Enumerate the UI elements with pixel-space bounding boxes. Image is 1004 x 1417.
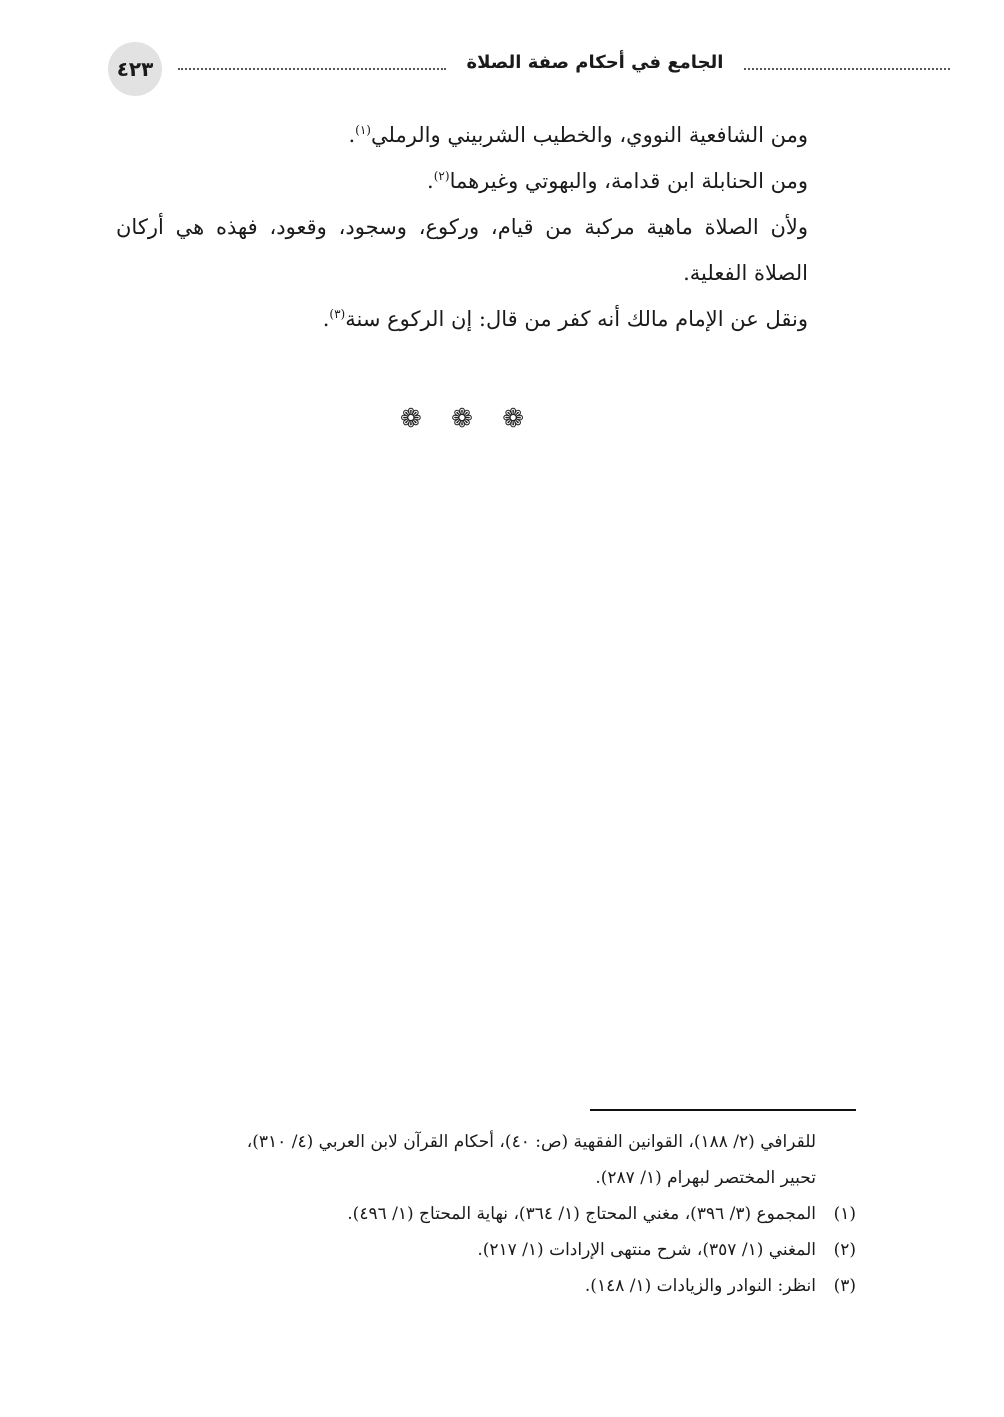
paragraph-text: ونقل عن الإمام مالك أنه كفر من قال: إن الركوع سنة (345, 307, 808, 331)
section-end-ornament (400, 404, 524, 434)
flower-ornament-icon: ❁ (502, 404, 524, 434)
paragraph-shafii (116, 112, 856, 158)
header-dotted-leader-left (178, 68, 446, 70)
paragraph-text: ولأن الصلاة ماهية مركبة من قيام، وركوع، وسجود، وقعود، فهذه هي أركان الصلاة الفعلية. (116, 215, 808, 285)
paragraph-punct: . (348, 123, 356, 147)
running-title: الجامع في أحكام صفة الصلاة (466, 52, 724, 73)
footnotes (116, 1124, 856, 1304)
footnote-text: انظر: النوادر والزيادات (١/ ١٤٨). (584, 1276, 816, 1296)
footnote-text: المغني (١/ ٣٥٧)، شرح منتهى الإرادات (١/ ٢١٧). (477, 1240, 816, 1260)
footnote-continuation: للقرافي (٢/ ١٨٨)، القوانين الفقهية (ص: ٤٠)، أحكام القرآن لابن العربي (٤/ ٣١٠)، (246, 1132, 816, 1152)
footnote-number: (١) (833, 1204, 856, 1224)
paragraph-punct: . (427, 169, 434, 193)
main-text (116, 112, 856, 342)
footnote-separator (590, 1109, 856, 1111)
paragraph-malik (116, 296, 856, 342)
flower-ornament-icon: ❁ (451, 404, 473, 434)
footnote-ref-2[interactable]: (٢) (433, 169, 450, 183)
footnote-number: (٢) (833, 1240, 856, 1260)
flower-ornament-icon: ❁ (400, 404, 422, 434)
footnote-3 (116, 1268, 856, 1304)
footnote-number: (٣) (833, 1276, 856, 1296)
footnote-text: المجموع (٣/ ٣٩٦)، مغني المحتاج (١/ ٣٦٤)، نهاية المحتاج (١/ ٤٩٦). (347, 1204, 816, 1224)
footnote-1 (116, 1196, 856, 1232)
footnote-ref-3[interactable]: (٣) (329, 307, 346, 321)
footnote-ref-1[interactable]: (١) (355, 123, 371, 137)
paragraph-pillars (116, 204, 856, 296)
footnote-continuation: تحبير المختصر لبهرام (١/ ٢٨٧). (595, 1168, 816, 1188)
running-header (108, 42, 848, 98)
paragraph-hanbali (116, 158, 856, 204)
paragraph-text: ومن الشافعية النووي، والخطيب الشربيني والرملي (370, 123, 808, 147)
page-number: ٤٢٣ (108, 42, 162, 96)
header-dotted-leader-right (744, 68, 950, 70)
paragraph-punct: . (322, 307, 330, 331)
paragraph-text: ومن الحنابلة ابن قدامة، والبهوتي وغيرهما (449, 169, 808, 193)
footnote-2 (116, 1232, 856, 1268)
